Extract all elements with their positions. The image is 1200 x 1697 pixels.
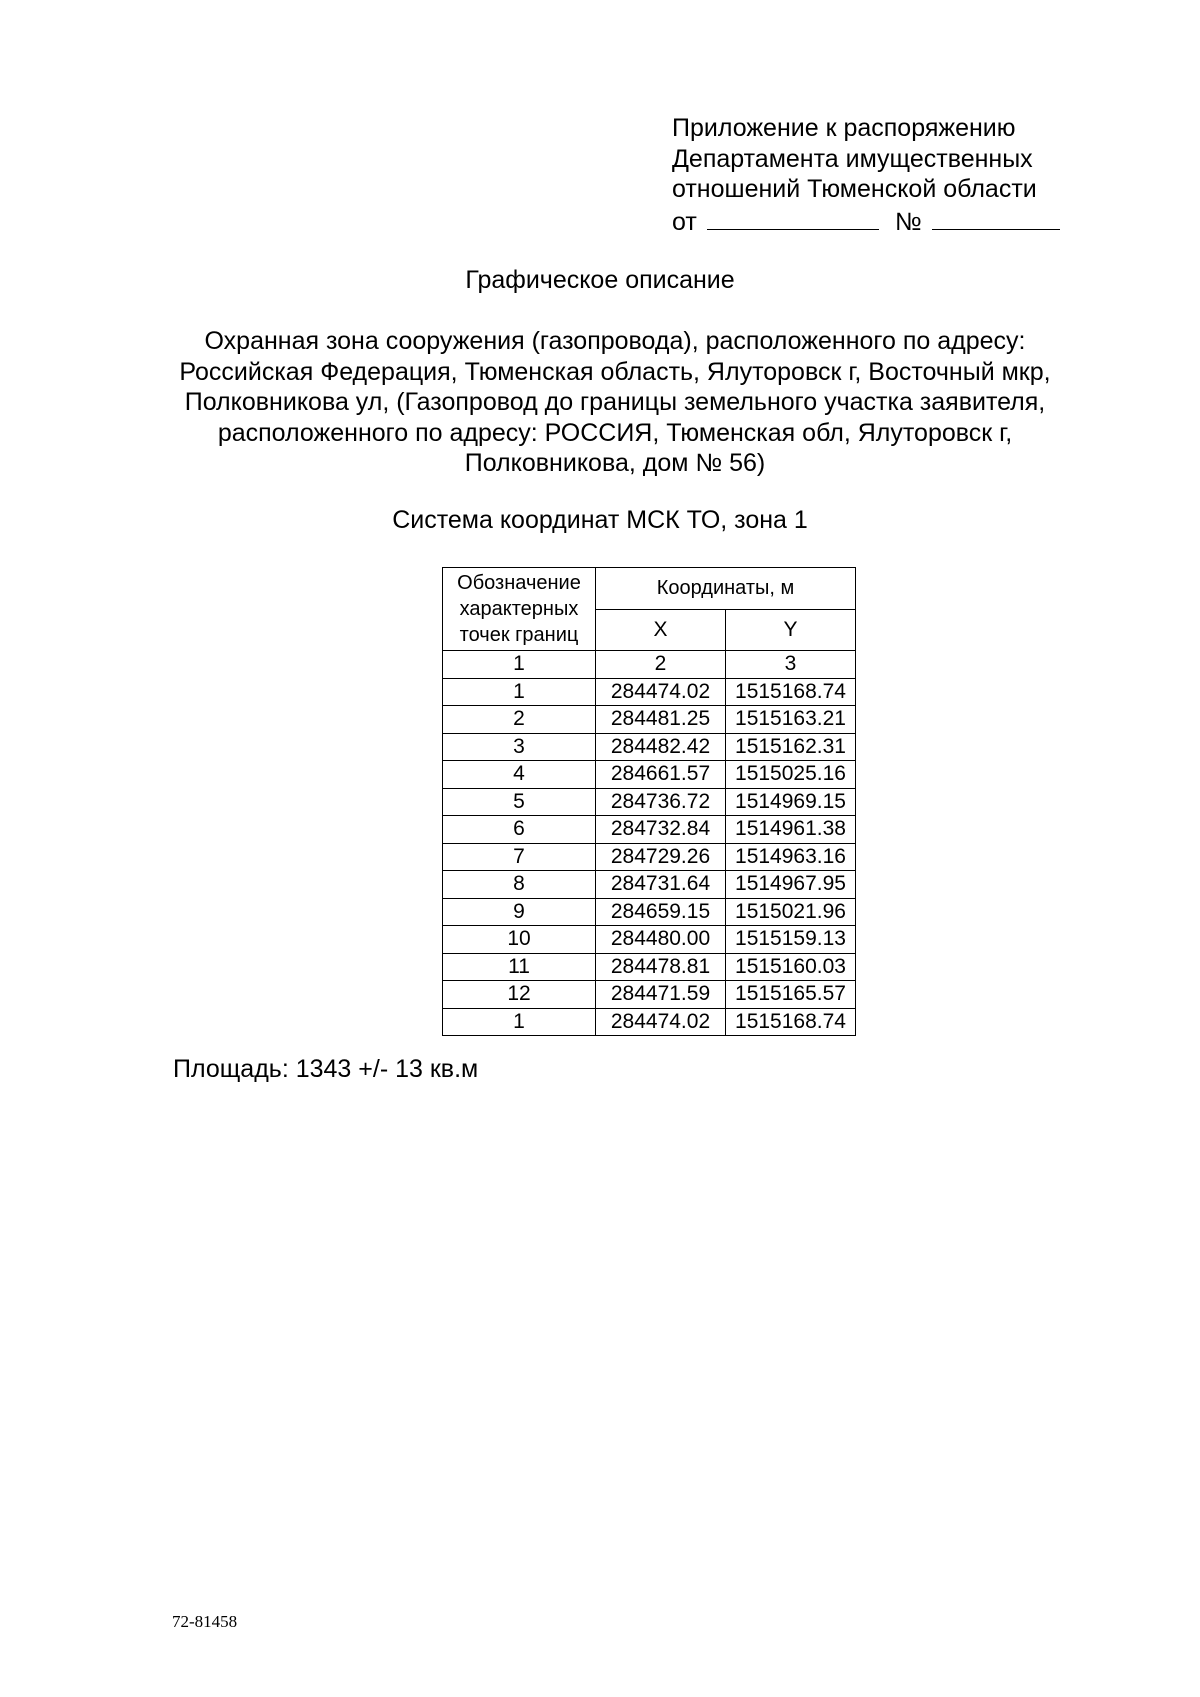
- description-line-3: Полковникова ул, (Газопровод до границы земельного участка заявителя,: [184, 388, 1046, 416]
- x-coordinate-cell: 284478.81: [596, 953, 726, 981]
- header-designation-line-3: точек границ: [459, 624, 579, 646]
- y-coordinate-cell: 1515163.21: [726, 706, 856, 734]
- table-row: [443, 843, 856, 871]
- y-coordinate-cell: 1515021.96: [726, 898, 856, 926]
- x-coordinate-cell: 284471.59: [596, 981, 726, 1009]
- table-row: [443, 733, 856, 761]
- y-coordinate-cell: 1515168.74: [726, 678, 856, 706]
- table-row: [443, 871, 856, 899]
- point-cell: 11: [443, 953, 596, 981]
- point-cell: 4: [443, 761, 596, 789]
- table-row: [443, 953, 856, 981]
- table-column-numbers-row: [443, 651, 856, 679]
- y-coordinate-cell: 1514963.16: [726, 843, 856, 871]
- y-coordinate-cell: 1514961.38: [726, 816, 856, 844]
- table-row: [443, 1008, 856, 1036]
- table-row: [443, 761, 856, 789]
- description-line-2: Российская Федерация, Тюменская область, Ялуторовск г, Восточный мкр,: [179, 357, 1051, 386]
- x-coordinate-cell: 284661.57: [596, 761, 726, 789]
- coordinate-system: Система координат МСК ТО, зона 1: [392, 506, 808, 534]
- footer-code: 72-81458: [172, 1612, 238, 1631]
- point-cell: 7: [443, 843, 596, 871]
- x-coordinate-cell: 284480.00: [596, 926, 726, 954]
- header-designation: [443, 568, 596, 651]
- y-coordinate-cell: 1515168.74: [726, 1008, 856, 1036]
- point-cell: 5: [443, 788, 596, 816]
- area-value: Площадь: 1343 +/- 13 кв.м: [173, 1055, 479, 1083]
- y-coordinate-cell: 1515025.16: [726, 761, 856, 789]
- y-coordinate-cell: 1514967.95: [726, 871, 856, 899]
- table-row: [443, 926, 856, 954]
- header-designation-line-2: характерных: [459, 598, 579, 620]
- header-designation-line-1: Обозначение: [457, 572, 581, 594]
- column-number-2: 2: [596, 651, 726, 679]
- table-row: [443, 706, 856, 734]
- x-coordinate-cell: 284474.02: [596, 1008, 726, 1036]
- description-line-1: Охранная зона сооружения (газопровода), расположенного по адресу:: [204, 327, 1026, 355]
- y-coordinate-cell: 1515159.13: [726, 926, 856, 954]
- header-line-2: Департамента имущественных: [672, 144, 1033, 173]
- date-blank: [707, 205, 879, 230]
- coordinates-table: [442, 567, 856, 1036]
- x-coordinate-cell: 284474.02: [596, 678, 726, 706]
- point-cell: 1: [443, 1008, 596, 1036]
- point-cell: 6: [443, 816, 596, 844]
- table-row: [443, 678, 856, 706]
- table-row: [443, 816, 856, 844]
- appendix-header: [672, 113, 1060, 237]
- description-line-5: Полковникова, дом № 56): [464, 449, 766, 477]
- x-coordinate-cell: 284659.15: [596, 898, 726, 926]
- date-label: от: [672, 207, 697, 236]
- table-header-row: [443, 568, 856, 610]
- y-coordinate-cell: 1515165.57: [726, 981, 856, 1009]
- point-cell: 1: [443, 678, 596, 706]
- header-x: X: [596, 609, 726, 651]
- x-coordinate-cell: 284736.72: [596, 788, 726, 816]
- document-title: Графическое описание: [465, 266, 735, 294]
- point-cell: 3: [443, 733, 596, 761]
- zone-description: [150, 326, 1080, 479]
- x-coordinate-cell: 284482.42: [596, 733, 726, 761]
- description-line-4: расположенного по адресу: РОССИЯ, Тюменская обл, Ялуторовск г,: [217, 418, 1013, 447]
- header-y: Y: [726, 609, 856, 651]
- header-coordinates: Координаты, м: [596, 568, 856, 610]
- x-coordinate-cell: 284729.26: [596, 843, 726, 871]
- number-label: №: [894, 207, 922, 236]
- table-row: [443, 788, 856, 816]
- column-number-1: 1: [443, 651, 596, 679]
- y-coordinate-cell: 1515162.31: [726, 733, 856, 761]
- header-line-3: отношений Тюменской области: [672, 175, 1037, 203]
- y-coordinate-cell: 1515160.03: [726, 953, 856, 981]
- number-blank: [932, 205, 1060, 230]
- x-coordinate-cell: 284732.84: [596, 816, 726, 844]
- table-row: [443, 898, 856, 926]
- x-coordinate-cell: 284731.64: [596, 871, 726, 899]
- point-cell: 12: [443, 981, 596, 1009]
- point-cell: 10: [443, 926, 596, 954]
- y-coordinate-cell: 1514969.15: [726, 788, 856, 816]
- x-coordinate-cell: 284481.25: [596, 706, 726, 734]
- point-cell: 2: [443, 706, 596, 734]
- header-line-1: Приложение к распоряжению: [672, 114, 1016, 142]
- table-row: [443, 981, 856, 1009]
- point-cell: 9: [443, 898, 596, 926]
- column-number-3: 3: [726, 651, 856, 679]
- header-date-number-line: [672, 205, 1060, 238]
- point-cell: 8: [443, 871, 596, 899]
